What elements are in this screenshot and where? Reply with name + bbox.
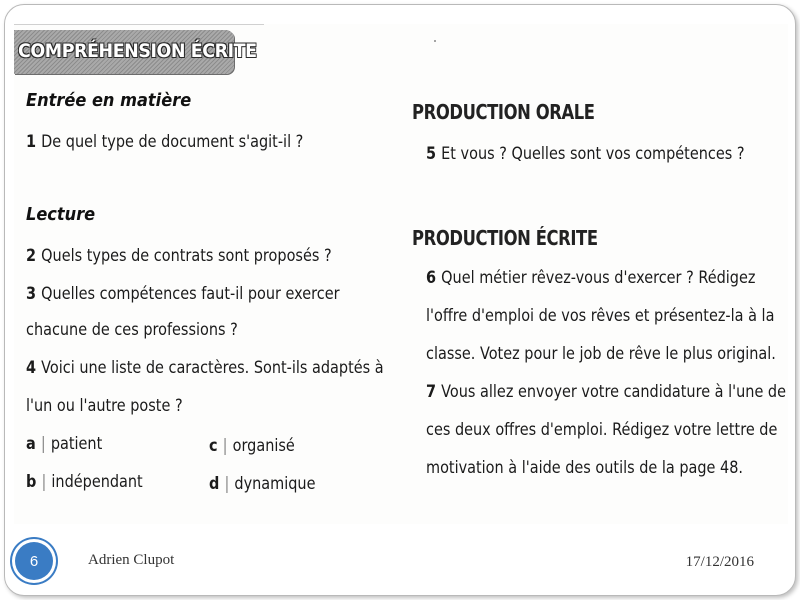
scanned-page [14, 24, 788, 524]
question-number: 7 [426, 382, 437, 402]
question-number: 1 [26, 132, 37, 152]
question-text: De quel type de document s'agit-il ? [41, 132, 304, 152]
option-letter: d [209, 474, 220, 494]
question-text: Quelles compétences faut-il pour exercer [41, 284, 340, 304]
question-2 [26, 246, 332, 266]
option-d [209, 474, 315, 494]
question-number: 4 [26, 358, 37, 378]
question-4-line-1 [26, 358, 384, 378]
heading-production-orale: PRODUCTION ORALE [412, 100, 595, 124]
slide-number: 6 [29, 552, 39, 570]
option-text: patient [50, 434, 103, 454]
scan-edge [14, 24, 264, 25]
question-6-line-3: classe. Votez pour le job de rêve le plus original. [426, 344, 776, 364]
question-number: 2 [26, 246, 37, 266]
option-letter: a [26, 434, 36, 454]
scan-speck [434, 40, 436, 42]
question-3-line-2: chacune de ces professions ? [26, 320, 238, 340]
heading-entree-en-matiere: Entrée en matière [26, 90, 192, 111]
question-number: 3 [26, 284, 37, 304]
question-7-line-2: ces deux offres d'emploi. Rédigez votre lettre de [426, 420, 778, 440]
option-text: dynamique [234, 474, 316, 494]
option-separator: | [222, 436, 228, 456]
question-6-line-2: l'offre d'emploi de vos rêves et présentez-la à la [426, 306, 775, 326]
question-1 [26, 132, 303, 152]
question-text: Voici une liste de caractères. Sont-ils adaptés à [41, 358, 384, 378]
footer-date: 17/12/2016 [685, 554, 754, 570]
heading-production-ecrite: PRODUCTION ÉCRITE [412, 226, 598, 250]
question-text: Quels types de contrats sont proposés ? [41, 246, 332, 266]
option-b [26, 472, 143, 492]
option-separator: | [40, 434, 46, 454]
option-text: indépendant [51, 472, 143, 492]
option-text: organisé [232, 436, 295, 456]
question-text: Vous allez envoyer votre candidature à l'une de [441, 382, 786, 402]
option-separator: | [224, 474, 230, 494]
option-letter: b [26, 472, 37, 492]
question-number: 5 [426, 144, 437, 164]
option-separator: | [41, 472, 47, 492]
option-a [26, 434, 102, 454]
slide-number-badge [15, 542, 53, 580]
comprehension-ecrite-banner [14, 30, 257, 74]
question-7-line-1 [426, 382, 786, 402]
question-7-line-3: motivation à l'aide des outils de la page 48. [426, 458, 744, 478]
banner-text: COMPRÉHENSION ÉCRITE [18, 40, 257, 62]
question-4-line-2: l'un ou l'autre poste ? [26, 396, 183, 416]
question-number: 6 [426, 268, 437, 288]
question-text: Quel métier rêvez-vous d'exercer ? Rédigez [441, 268, 756, 288]
option-letter: c [209, 436, 218, 456]
option-c [209, 436, 295, 456]
question-text: Et vous ? Quelles sont vos compétences ? [441, 144, 745, 164]
heading-lecture: Lecture [26, 204, 96, 225]
question-3-line-1 [26, 284, 340, 304]
question-6-line-1 [426, 268, 755, 288]
question-5 [426, 144, 745, 164]
footer-author: Adrien Clupot [88, 552, 175, 568]
